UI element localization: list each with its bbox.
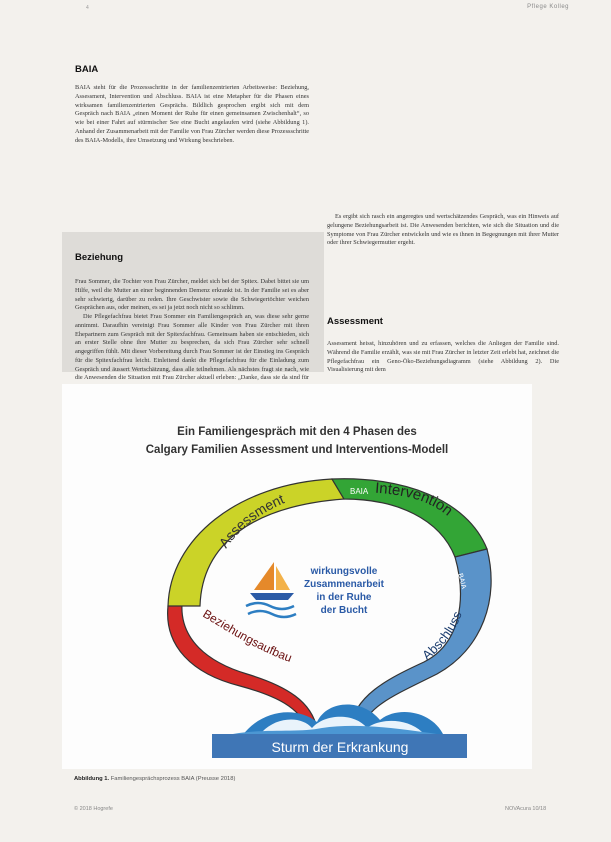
center-text-line4: der Bucht: [320, 605, 368, 616]
storm-label: Sturm der Erkrankung: [271, 739, 409, 755]
figure-caption: [74, 776, 235, 782]
label-abschluss: Abschluss: [419, 609, 465, 663]
segment-beziehung: [168, 604, 317, 729]
heading-assessment: Assessment: [327, 316, 383, 327]
footer-copyright: © 2018 Hogrefe: [74, 806, 113, 812]
baia-diagram: [62, 384, 532, 769]
center-text-line1: wirkungsvolle: [310, 566, 378, 577]
label-intervention: Intervention: [374, 479, 456, 520]
beziehung-paragraph-2: Die Pflegefachfrau bietet Frau Sommer ein Familiengespräch an, was diese sehr gerne annimmt. Daraufhin vereinigt Frau Sommer alle Kinder von Frau Zürcher mit ihren Ehepartnern zum Gespräch mit der Spitexfachfrau. Gemeinsam haben sie entschieden, sich an erster Stelle ohne ihre Mutter zu besprechen, da sich Frau Zürcher sehr schnell angegriffen fühlt. Mit dieser Vorbereitung durch Frau Sommer ist der Einstieg ins Gespräch für die Spitexfachfrau leicht. Einleitend dankt die Pflegefachfrau für die Einladung zum Gespräch und äussert Wertschätzung, dass alle teilnehmen. Als nächstes fragt sie nach, wie die Anwesenden die Situation mit Frau Zürcher aktuell erleben: „Danke, dass sie da sind für: [75, 313, 309, 382]
assessment-paragraph-1: Assessment heisst, hinzuhören und zu erfassen, welches die Anliegen der Familie sind. Während die Familie erzählt, was sie mit Frau Zürcher in letzter Zeit erlebt hat, zeichnet die Pflegefachfrau ein Geno-Öko-Beziehungsdiagramm (siehe Abbildung 2). Die Visualisierung mit dem: [327, 340, 560, 374]
beziehung-text-col2-b: [327, 213, 559, 248]
label-beziehungsaufbau: Beziehungsaufbau: [200, 606, 294, 665]
figure-baia-model: [62, 384, 532, 769]
label-assessment: Assessment: [215, 490, 287, 551]
assessment-text: [327, 340, 559, 375]
page-number: 4: [86, 5, 89, 11]
center-text-line2: Zusammenarbeit: [303, 579, 385, 590]
beziehung-text-col2: [327, 56, 559, 212]
label-baia-small-1: BAIA: [350, 487, 369, 496]
sailboat-icon: [246, 562, 296, 617]
beziehung-paragraph-3: Es ergibt sich rasch ein angeregtes und wertschätzendes Gespräch, was ein Hinweis auf gelungene Beziehungsarbeit ist. Die Anwesenden berichten, wie sich die Situation und die Symptome von Frau Zürcher entwickeln und wie es ihnen in Begegnungen mit ihrer Mutter oder ihrer Schwiegermutter ergeht.: [327, 213, 559, 247]
beziehung-text-col1: [75, 278, 309, 382]
running-header: [0, 2, 611, 16]
figure-title-line1: Ein Familiengespräch mit den 4 Phasen des: [177, 426, 417, 438]
section-label: Pflege Kolleg: [527, 4, 569, 10]
heading-baia: BAIA: [75, 64, 99, 75]
center-text-line3: in der Ruhe: [316, 592, 372, 603]
footer-issue: NOVAcura 10/18: [505, 806, 547, 812]
baia-text: [75, 84, 309, 145]
caption-text: Familiengesprächsprozess BAIA (Preusse 2018): [110, 776, 236, 782]
beziehung-paragraph-1: Frau Sommer, die Tochter von Frau Zürcher, meldet sich bei der Spitex. Dabei bittet sie um Hilfe, weil die Mutter an einer beginnenden Demenz erkrankt ist. In der Familie sei es aber sehr schwierig, darüber zu reden. Ihre Geschwister sowie die Schwiegertöchter weichen Gesprächen aus, oder meinen, es sei ja jetzt noch nicht so schlimm.: [75, 278, 309, 312]
caption-label: Abbildung 1.: [74, 776, 110, 782]
heading-beziehung: Beziehung: [75, 252, 124, 263]
figure-title-line2: Calgary Familien Assessment und Interventions-Modell: [145, 444, 449, 456]
baia-paragraph-1: BAIA steht für die Prozessschritte in der familienzentrierten Arbeitsweise: Beziehung, Assessment, Intervention und Abschluss. BAIA ist eine Metapher für die Phasen eines wirksamen familienzentrierten Gesprächs. Bildlich gesprochen ergibt sich mit dem Gespräch nach BAIA „einen Moment der Ruhe für einen gemeinsamen Zwischenhalt“, so wie bei einer Fahrt auf stürmischer See eine Bucht angelaufen wird (siehe Abbildung 1). Anhand der Zusammenarbeit mit der Familie von Frau Zürcher werden diese Prozessschritte des BAIA-Modells, ihre Umsetzung und Wirkung beschrieben.: [75, 84, 309, 144]
label-baia-small-2: BAIA: [456, 572, 467, 590]
